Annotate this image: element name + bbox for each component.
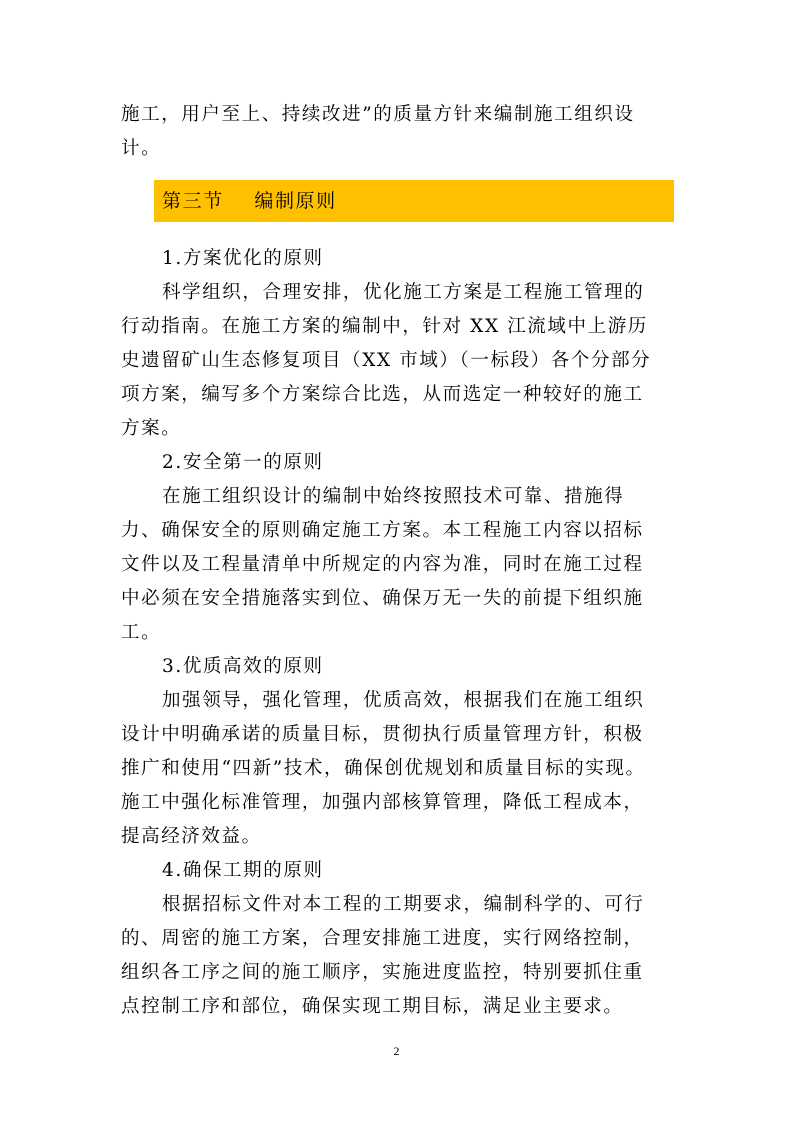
section-title: 第三节 编制原则 [162, 190, 337, 212]
section-heading-bar [154, 180, 674, 222]
page-number: 2 [393, 1044, 400, 1058]
